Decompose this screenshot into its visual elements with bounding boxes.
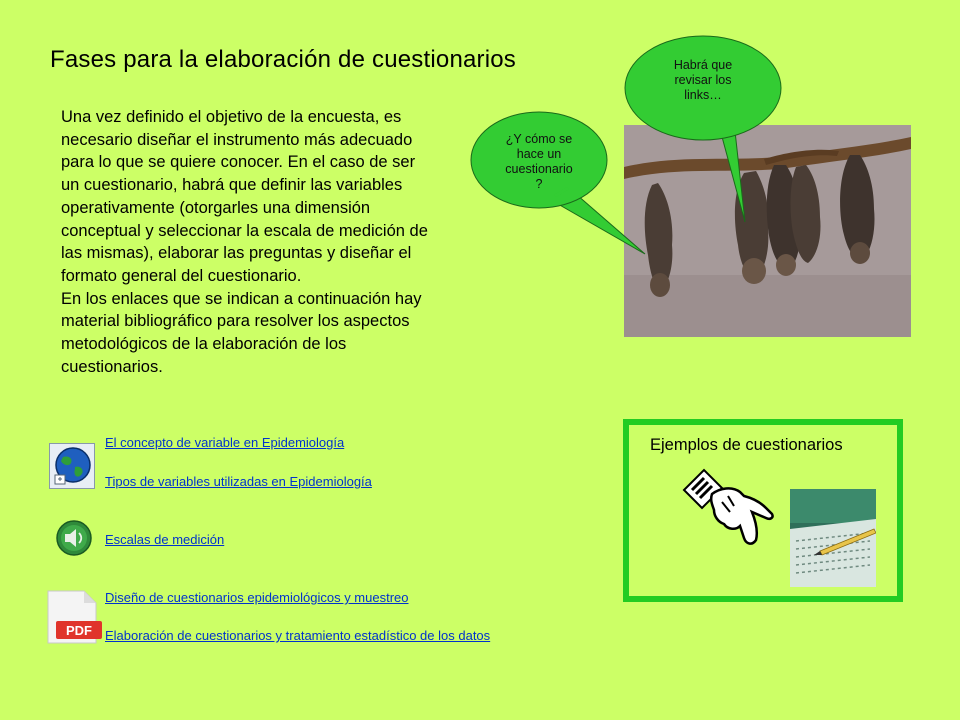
bubble-left-line-3: cuestionario <box>505 162 573 176</box>
link-variable-types[interactable]: Tipos de variables utilizadas en Epidemiología <box>105 474 372 489</box>
intro-paragraph-2: En los enlaces que se indican a continuación hay material bibliográfico para resolver los aspectos metodológicos de la elaboración de los cuestionarios. <box>61 289 422 376</box>
speaker-icon[interactable] <box>54 519 94 557</box>
bubble-left-line-1: ¿Y cómo se <box>505 132 573 146</box>
link-scales[interactable]: Escalas de medición <box>105 532 225 547</box>
bubble-top-line-3: links… <box>684 88 722 102</box>
speech-bubble-top-text <box>653 58 753 103</box>
questionnaire-image[interactable] <box>790 489 876 587</box>
pdf-icon-label: PDF <box>66 623 92 638</box>
pdf-icon[interactable] <box>44 589 102 645</box>
bubble-left-line-2: hace un <box>516 147 562 161</box>
link-questionnaire-elaboration[interactable]: Elaboración de cuestionarios y tratamiento estadístico de los datos <box>105 628 491 643</box>
bubble-left-line-4: ? <box>535 177 543 191</box>
bubble-top-line-2: revisar los <box>674 73 732 87</box>
page-title: Fases para la elaboración de cuestionarios <box>50 46 517 73</box>
pointing-hand-icon[interactable] <box>682 466 776 550</box>
link-questionnaire-design[interactable]: Diseño de cuestionarios epidemiológicos y muestreo <box>105 590 409 605</box>
speech-bubble-left-text <box>474 132 604 192</box>
examples-title: Ejemplos de cuestionarios <box>650 436 843 454</box>
bubble-top-line-1: Habrá que <box>673 58 733 72</box>
link-variable-concept[interactable]: El concepto de variable en Epidemiología <box>105 435 345 450</box>
globe-icon[interactable] <box>49 443 95 489</box>
intro-paragraph-1: Una vez definido el objetivo de la encuesta, es necesario diseñar el instrumento más adecuado para lo que se quiere conocer. En el caso de ser un cuestionario, habrá que definir las variables operativamente (otorgarles una dimensión conceptual y seleccionar la escala de medición de las mismas), elaborar las preguntas y diseñar el formato general del cuestionario. <box>61 108 428 285</box>
intro-text <box>61 106 433 378</box>
